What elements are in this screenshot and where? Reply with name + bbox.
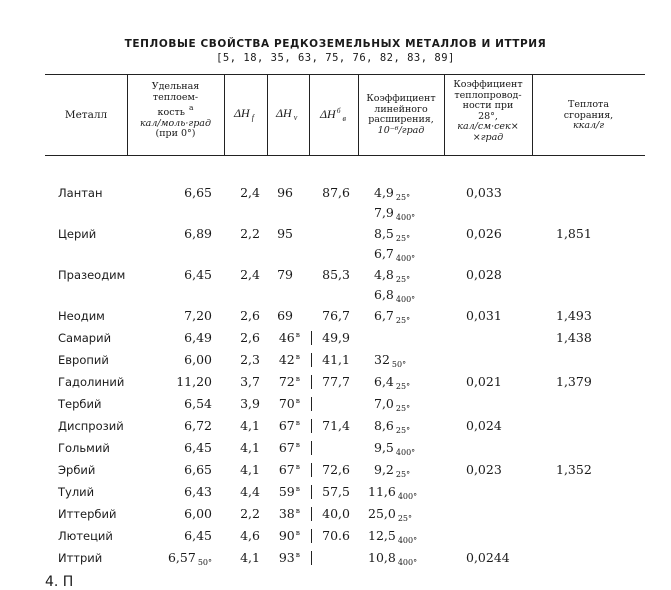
heat-capacity-number: 7,20 [184,308,212,323]
combustion-value: 1,493 [556,308,592,323]
expansion-value [374,308,410,325]
expansion-number: 7,0 [374,396,394,411]
table-title: ТЕПЛОВЫЕ СВОЙСТВА РЕДКОЗЕМЕЛЬНЫХ МЕТАЛЛОВ И ИТТРИЯ [124,38,547,50]
metal-name: Лантан [58,186,103,200]
metal-name: Иттербий [58,507,117,521]
delta-hv-value [262,440,300,455]
heat-capacity-value [140,352,212,367]
expansion-number: 9,2 [374,462,394,477]
metal-name: Тербий [58,397,102,411]
conductivity-value: 0,023 [466,462,502,477]
delta-hf-value: 2,3 [240,352,260,367]
heat-capacity-number: 11,20 [176,374,212,389]
heat-capacity-value [140,528,212,543]
delta-hv-footnote-mark: в [295,418,300,427]
heat-capacity-value [140,484,212,499]
expansion-value [368,484,417,501]
delta-hb-value: 72,6 [322,462,350,477]
metal-name: Празеодим [58,268,126,282]
header-divider [224,74,225,155]
metal-name: Иттрий [58,551,103,565]
heat-capacity-number: 6,45 [184,528,212,543]
delta-hf-value: 2,2 [240,226,260,241]
conductivity-value: 0,026 [466,226,502,241]
expansion-value [374,246,415,263]
combustion-value: 1,379 [556,374,592,389]
delta-hf-value: 3,9 [240,396,260,411]
expansion-value [374,462,410,479]
heat-capacity-temperature: 50° [197,558,212,567]
delta-hb-value: 41,1 [322,352,350,367]
heat-capacity-value [140,396,212,411]
expansion-temperature: 25° [395,234,411,243]
heat-capacity-number: 6,54 [184,396,212,411]
delta-hv-footnote-mark: в [295,352,300,361]
expansion-temperature: 400° [397,536,418,545]
expansion-temperature: 25° [397,514,413,523]
header-conductivity: Коэффициент теплопровод- ности при 28°, кал/см·сек× ×град [453,79,523,143]
expansion-temperature: 25° [395,316,411,325]
delta-hv-value [262,330,300,345]
expansion-number: 32 [374,352,390,367]
expansion-value [368,550,417,567]
expansion-value [374,205,415,222]
conductivity-value: 0,031 [466,308,502,323]
header-divider [267,74,268,155]
delta-hf-value: 2,6 [240,308,260,323]
delta-hf-value: 4,1 [240,440,260,455]
metal-name: Церий [58,227,97,241]
delta-hv-number: 90 [278,528,295,543]
heat-capacity-value [140,374,212,389]
footer-text: 4. П [45,574,74,590]
heat-capacity-number: 6,65 [184,185,212,200]
expansion-value [374,440,415,457]
delta-hv-number: 72 [278,374,295,389]
column-tick [311,397,312,411]
heat-capacity-number: 6,45 [184,440,212,455]
header-bottom-rule [45,155,645,156]
header-metal: Металл [64,109,108,121]
expansion-temperature: 400° [397,492,418,501]
delta-hv-footnote-mark: в [295,506,300,515]
delta-hv-value [262,308,300,323]
delta-hv-footnote-mark: в [295,440,300,449]
expansion-number: 4,9 [374,185,394,200]
expansion-temperature: 400° [395,448,416,457]
delta-hv-number: 67 [278,418,295,433]
delta-hf-value: 2,6 [240,330,260,345]
delta-hv-value [262,484,300,499]
delta-hb-value: 77,7 [322,374,350,389]
delta-hb-value: 76,7 [322,308,350,323]
delta-hf-value: 4,6 [240,528,260,543]
expansion-number: 6,7 [374,246,394,261]
delta-hv-number: 38 [278,506,295,521]
expansion-number: 25,0 [368,506,396,521]
heat-capacity-value [140,308,212,323]
conductivity-value: 0,021 [466,374,502,389]
expansion-number: 7,9 [374,205,394,220]
metal-name: Европий [58,353,109,367]
delta-hv-value [262,374,300,389]
heat-capacity-value [140,550,212,567]
delta-hv-value [262,352,300,367]
delta-hv-number: 67 [278,462,295,477]
heat-capacity-number: 6,45 [184,267,212,282]
delta-hv-footnote-mark: в [295,330,300,339]
heat-capacity-number: 6,00 [184,506,212,521]
table-top-rule [45,74,645,75]
expansion-value [374,374,410,391]
heat-capacity-number: 6,72 [184,418,212,433]
metal-name: Диспрозий [58,419,124,433]
delta-hv-number: 69 [277,308,293,323]
expansion-value [374,396,410,413]
heat-capacity-number: 6,65 [184,462,212,477]
delta-hf-value: 4,4 [240,484,260,499]
heat-capacity-value [140,226,212,241]
delta-hv-number: 79 [277,267,293,282]
column-tick [311,441,312,455]
delta-hv-footnote-mark: в [295,396,300,405]
delta-hv-number: 93 [278,550,295,565]
delta-hf-value: 4,1 [240,550,260,565]
conductivity-value: 0,028 [466,267,502,282]
expansion-temperature: 25° [395,404,411,413]
expansion-number: 9,5 [374,440,394,455]
expansion-value [374,267,410,284]
expansion-temperature: 400° [395,213,416,222]
delta-hv-footnote-mark: в [295,528,300,537]
expansion-value [374,226,410,243]
conductivity-value: 0,033 [466,185,502,200]
expansion-temperature: 400° [395,295,416,304]
delta-hv-value [262,418,300,433]
expansion-number: 12,5 [368,528,396,543]
expansion-number: 6,8 [374,287,394,302]
delta-hv-value [262,226,300,241]
expansion-temperature: 50° [391,360,407,369]
expansion-value [368,528,417,545]
header-combustion: Теплота сгорания, ккал/г [563,99,614,131]
expansion-temperature: 25° [395,470,411,479]
combustion-value: 1,438 [556,330,592,345]
expansion-temperature: 25° [395,382,411,391]
header-delta-hv: ΔH $_v$ [276,106,298,122]
delta-hv-number: 46 [278,330,295,345]
expansion-number: 6,7 [374,308,394,323]
delta-hv-footnote-mark: в [295,374,300,383]
delta-hv-value [262,396,300,411]
expansion-temperature: 400° [395,254,416,263]
delta-hv-number: 67 [278,440,295,455]
delta-hv-number: 59 [278,484,295,499]
delta-hb-value: 85,3 [322,267,350,282]
delta-hf-value: 2,4 [240,185,260,200]
header-expansion: Коэффициент линейного расширения, 10⁻⁶/град [366,93,436,136]
heat-capacity-number: 6,00 [184,352,212,367]
delta-hb-value: 87,6 [322,185,350,200]
header-delta-hb: $\Delta H^б_в$ [320,106,346,123]
heat-capacity-value [140,440,212,455]
expansion-number: 4,8 [374,267,394,282]
heat-capacity-value [140,185,212,200]
heat-capacity-value [140,506,212,521]
delta-hv-footnote-mark: в [295,550,300,559]
delta-hb-value: 71,4 [322,418,350,433]
delta-hv-number: 70 [278,396,295,411]
column-tick [311,551,312,565]
delta-hb-value: 40,0 [322,506,350,521]
delta-hf-value: 3,7 [240,374,260,389]
heat-capacity-number: 6,43 [184,484,212,499]
delta-hb-value: 49,9 [322,330,350,345]
delta-hv-value [262,550,300,565]
expansion-temperature: 25° [395,193,411,202]
table-references: [5, 18, 35, 63, 75, 76, 82, 83, 89] [216,52,455,64]
expansion-value [374,185,410,202]
heat-capacity-number: 6,49 [184,330,212,345]
expansion-value [374,352,406,369]
expansion-value [374,287,415,304]
heat-capacity-value [140,267,212,282]
heat-capacity-number: 6,57 [167,550,196,565]
expansion-number: 10,8 [368,550,396,565]
delta-hv-value [262,528,300,543]
expansion-temperature: 25° [395,426,411,435]
delta-hf-value: 4,1 [240,462,260,477]
heat-capacity-value [140,418,212,433]
delta-hv-value [262,506,300,521]
metal-name: Лютеций [58,529,113,543]
metal-name: Неодим [58,309,105,323]
expansion-number: 8,6 [374,418,394,433]
header-heat-capacity: Удельная теплоем- кость $^а$ кал/моль·град (при 0°) [140,81,211,139]
header-divider [309,74,310,155]
expansion-temperature: 400° [397,558,418,567]
delta-hb-value: 70.6 [322,528,350,543]
delta-hv-footnote-mark: в [295,484,300,493]
expansion-value [374,418,410,435]
metal-name: Гадолиний [58,375,125,389]
delta-hf-value: 4,1 [240,418,260,433]
conductivity-value: 0,0244 [466,550,510,565]
combustion-value: 1,851 [556,226,592,241]
metal-name: Гольмий [58,441,110,455]
delta-hv-value [262,267,300,282]
delta-hf-value: 2,2 [240,506,260,521]
expansion-number: 8,5 [374,226,394,241]
combustion-value: 1,352 [556,462,592,477]
delta-hv-footnote-mark: в [295,462,300,471]
delta-hv-number: 42 [278,352,295,367]
delta-hf-value: 2,4 [240,267,260,282]
expansion-number: 11,6 [368,484,396,499]
heat-capacity-value [140,330,212,345]
heat-capacity-number: 6,89 [184,226,212,241]
expansion-value [368,506,412,523]
delta-hv-value [262,185,300,200]
metal-name: Тулий [58,485,95,499]
conductivity-value: 0,024 [466,418,502,433]
heat-capacity-value [140,462,212,477]
delta-hv-number: 96 [277,185,293,200]
expansion-temperature: 25° [395,275,411,284]
metal-name: Самарий [58,331,112,345]
delta-hb-value: 57,5 [322,484,350,499]
delta-hv-value [262,462,300,477]
delta-hv-number: 95 [277,226,293,241]
expansion-number: 6,4 [374,374,394,389]
header-delta-hf: ΔH $_f$ [234,106,254,122]
metal-name: Эрбий [58,463,96,477]
